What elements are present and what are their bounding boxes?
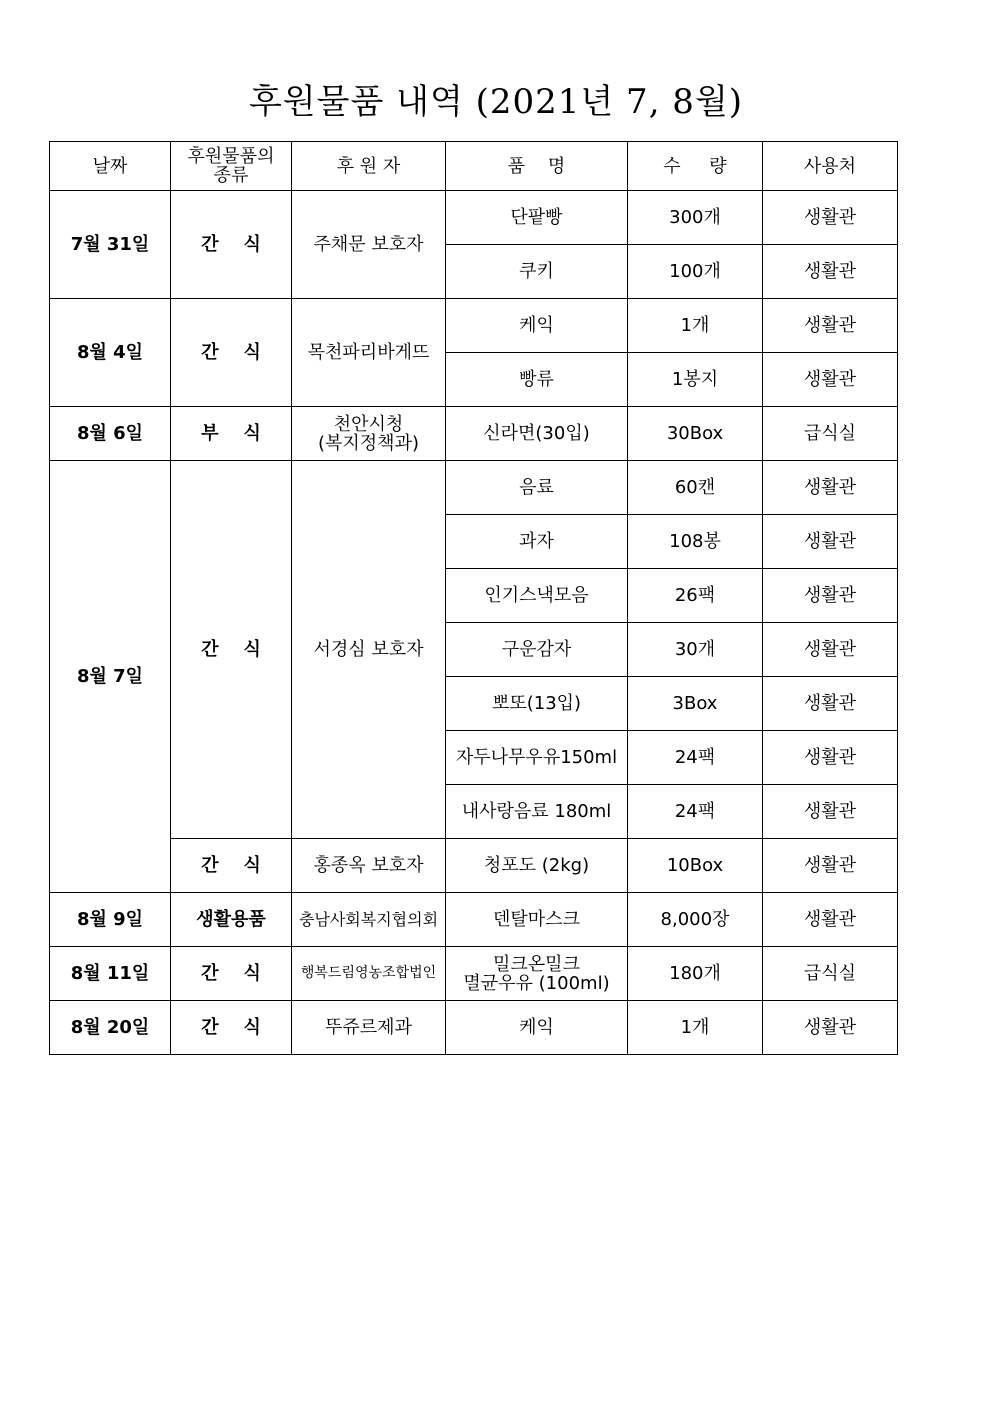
qty-cell: 8,000장 <box>628 893 763 947</box>
place-cell: 생활관 <box>763 299 898 353</box>
qty-cell: 1개 <box>628 1001 763 1055</box>
qty-cell: 60캔 <box>628 461 763 515</box>
item-cell: 케익 <box>446 299 628 353</box>
place-cell: 생활관 <box>763 515 898 569</box>
donor-cell: 행복드림영농조합법인 <box>292 947 446 1001</box>
date-cell: 7월 31일 <box>50 191 171 299</box>
donor-cell: 목천파리바게뜨 <box>292 299 446 407</box>
type-cell: 간 식 <box>171 191 292 299</box>
item-cell: 내사랑음료 180ml <box>446 785 628 839</box>
header-qty: 수 량 <box>628 142 763 191</box>
place-cell: 생활관 <box>763 839 898 893</box>
item-cell: 뽀또(13입) <box>446 677 628 731</box>
table-row <box>50 461 898 515</box>
place-cell: 생활관 <box>763 461 898 515</box>
qty-cell: 10Box <box>628 839 763 893</box>
donor-cell: 주채문 보호자 <box>292 191 446 299</box>
place-cell: 생활관 <box>763 245 898 299</box>
type-cell: 간 식 <box>171 1001 292 1055</box>
item-cell: 인기스낵모음 <box>446 569 628 623</box>
table-row <box>50 893 898 947</box>
place-cell: 생활관 <box>763 569 898 623</box>
place-cell: 생활관 <box>763 893 898 947</box>
donor-cell: 서경심 보호자 <box>292 461 446 839</box>
table-row <box>50 191 898 245</box>
table-row <box>50 947 898 1001</box>
item-cell: 청포도 (2kg) <box>446 839 628 893</box>
item-cell: 쿠키 <box>446 245 628 299</box>
date-cell: 8월 9일 <box>50 893 171 947</box>
donation-table <box>49 141 898 1055</box>
place-cell: 생활관 <box>763 191 898 245</box>
place-cell: 생활관 <box>763 785 898 839</box>
place-cell: 생활관 <box>763 353 898 407</box>
donor-line1: 천안시청 <box>333 413 404 435</box>
item-cell: 단팥빵 <box>446 191 628 245</box>
qty-cell: 108봉 <box>628 515 763 569</box>
header-type-line1: 후원물품의 <box>187 146 275 167</box>
donor-cell: 뚜쥬르제과 <box>292 1001 446 1055</box>
place-cell: 급식실 <box>763 947 898 1001</box>
header-date: 날짜 <box>50 142 171 191</box>
item-cell: 신라면(30입) <box>446 407 628 461</box>
item-line1: 밀크온밀크 <box>493 953 580 975</box>
header-place: 사용처 <box>763 142 898 191</box>
qty-cell: 26팩 <box>628 569 763 623</box>
qty-cell: 30Box <box>628 407 763 461</box>
date-cell: 8월 11일 <box>50 947 171 1001</box>
item-cell: 과자 <box>446 515 628 569</box>
date-cell: 8월 20일 <box>50 1001 171 1055</box>
donor-line2: (복지정책과) <box>318 432 419 454</box>
table-row <box>50 839 898 893</box>
place-cell: 생활관 <box>763 677 898 731</box>
date-cell: 8월 4일 <box>50 299 171 407</box>
type-cell: 간 식 <box>171 299 292 407</box>
place-cell: 급식실 <box>763 407 898 461</box>
item-cell <box>446 947 628 1001</box>
date-cell: 8월 6일 <box>50 407 171 461</box>
qty-cell: 1개 <box>628 299 763 353</box>
item-cell: 구운감자 <box>446 623 628 677</box>
type-cell: 생활용품 <box>171 893 292 947</box>
qty-cell: 24팩 <box>628 785 763 839</box>
donor-cell <box>292 407 446 461</box>
item-cell: 자두나무우유150ml <box>446 731 628 785</box>
item-line2: 멸균우유 (100ml) <box>463 972 610 994</box>
qty-cell: 24팩 <box>628 731 763 785</box>
item-cell: 덴탈마스크 <box>446 893 628 947</box>
donor-cell: 충남사회복지협의회 <box>292 893 446 947</box>
place-cell: 생활관 <box>763 731 898 785</box>
header-row <box>50 142 898 191</box>
place-cell: 생활관 <box>763 1001 898 1055</box>
type-cell: 간 식 <box>171 839 292 893</box>
item-cell: 빵류 <box>446 353 628 407</box>
item-cell: 음료 <box>446 461 628 515</box>
header-type <box>171 142 292 191</box>
table-row <box>50 407 898 461</box>
qty-cell: 30개 <box>628 623 763 677</box>
header-donor: 후 원 자 <box>292 142 446 191</box>
item-cell: 케익 <box>446 1001 628 1055</box>
qty-cell: 180개 <box>628 947 763 1001</box>
qty-cell: 100개 <box>628 245 763 299</box>
page-title: 후원물품 내역 (2021년 7, 8월) <box>248 82 744 122</box>
date-cell: 8월 7일 <box>50 461 171 893</box>
table-row <box>50 299 898 353</box>
header-item: 품 명 <box>446 142 628 191</box>
qty-cell: 1봉지 <box>628 353 763 407</box>
qty-cell: 3Box <box>628 677 763 731</box>
type-cell: 간 식 <box>171 947 292 1001</box>
qty-cell: 300개 <box>628 191 763 245</box>
place-cell: 생활관 <box>763 623 898 677</box>
type-cell: 부 식 <box>171 407 292 461</box>
table-row <box>50 1001 898 1055</box>
header-type-line2: 종류 <box>213 165 249 186</box>
type-cell: 간 식 <box>171 461 292 839</box>
donor-cell: 홍종옥 보호자 <box>292 839 446 893</box>
